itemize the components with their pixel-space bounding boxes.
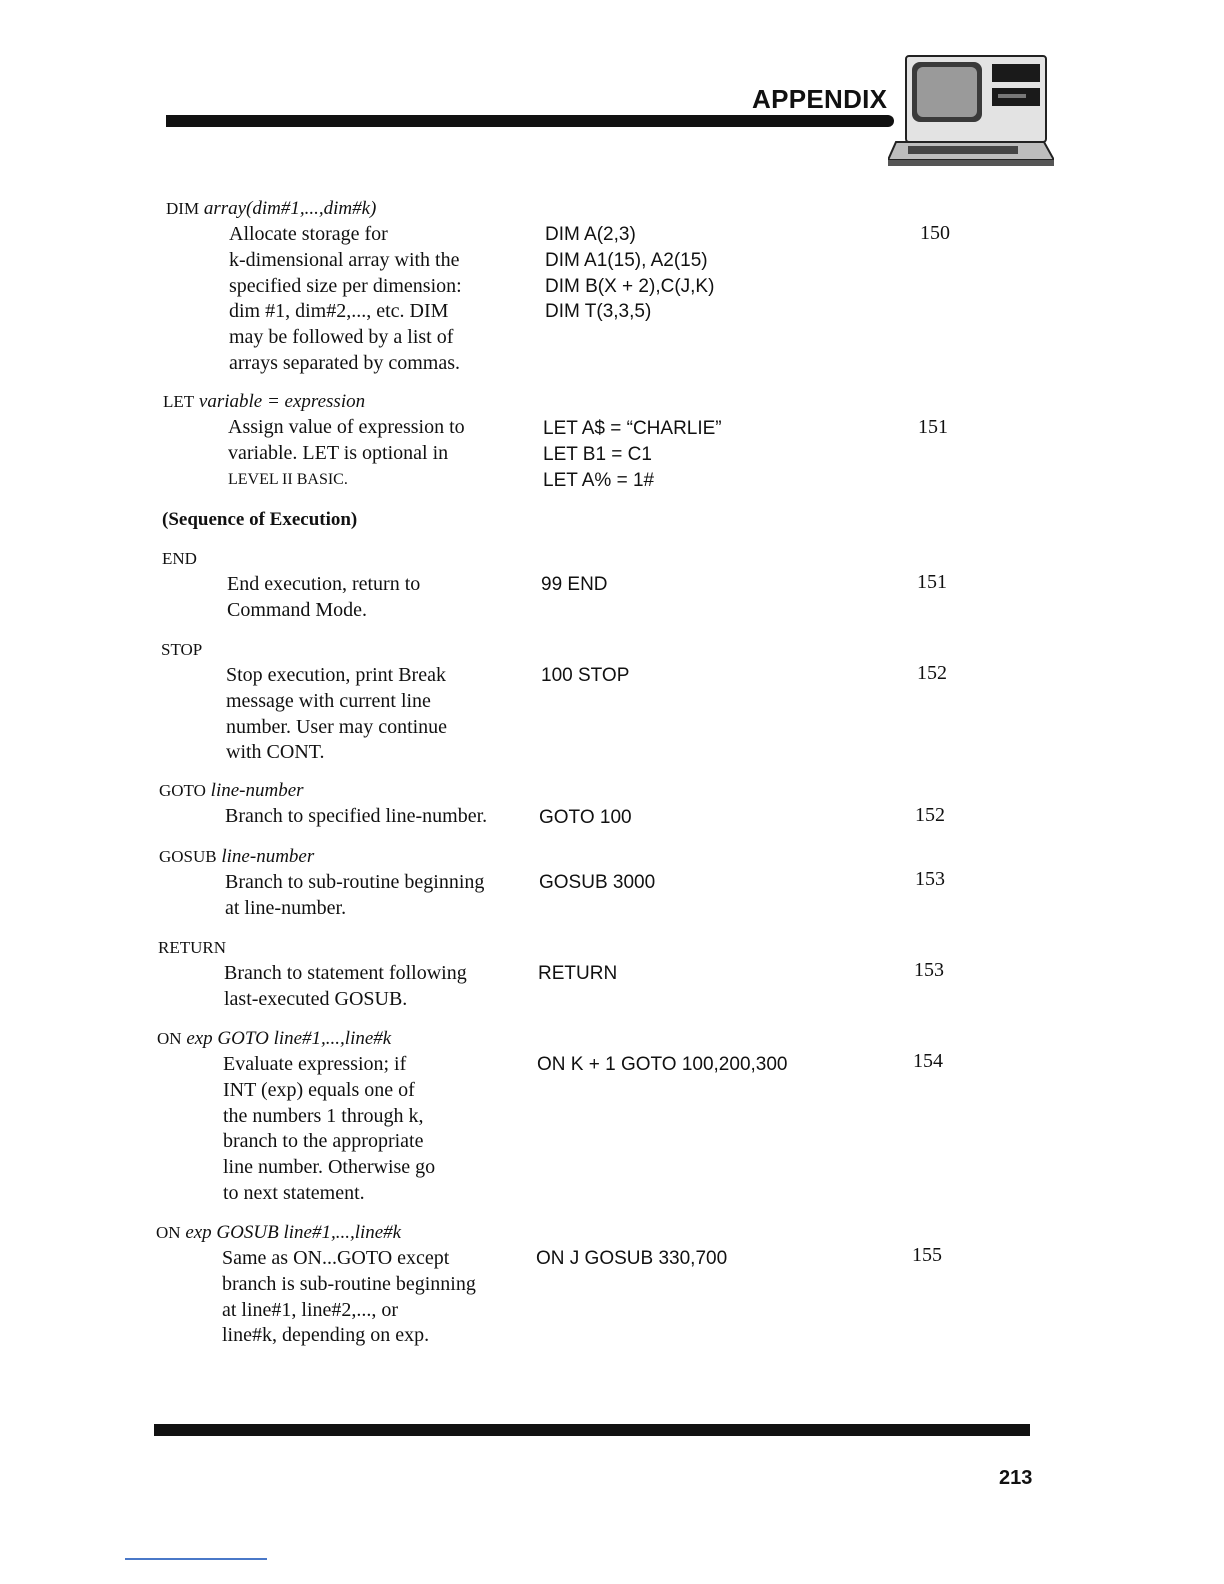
statement-examples bbox=[539, 805, 632, 831]
description-line: specified size per dimension: bbox=[229, 274, 462, 297]
description-line: LEVEL II BASIC. bbox=[228, 470, 348, 488]
statement-description bbox=[225, 870, 525, 922]
statement-keyword: LET bbox=[163, 392, 195, 411]
statement-heading bbox=[158, 937, 226, 959]
statement-argument: array(dim#1,...,dim#k) bbox=[203, 198, 377, 219]
description-line: Assign value of expression to bbox=[228, 416, 465, 438]
footer-rule bbox=[154, 1424, 1030, 1436]
statement-description bbox=[223, 1052, 523, 1207]
description-line: at line#1, line#2,..., or bbox=[222, 1298, 399, 1321]
page-reference: 152 bbox=[915, 804, 945, 826]
section-heading: (Sequence of Execution) bbox=[162, 509, 358, 530]
description-line: Evaluate expression; if bbox=[223, 1053, 407, 1075]
page-number: 213 bbox=[999, 1467, 1033, 1489]
statement-argument: exp GOTO line#1,...,line#k bbox=[186, 1028, 392, 1049]
page-reference: 152 bbox=[917, 662, 947, 684]
statement-examples bbox=[543, 416, 722, 493]
statement-description bbox=[227, 572, 527, 624]
description-line: Command Mode. bbox=[227, 598, 367, 621]
description-line: variable. LET is optional in bbox=[228, 441, 449, 464]
description-line: End execution, return to bbox=[227, 573, 421, 595]
statement-argument: line-number bbox=[221, 846, 315, 867]
example-line: 99 END bbox=[541, 574, 608, 595]
description-line: arrays separated by commas. bbox=[229, 351, 461, 374]
statement-keyword: DIM bbox=[166, 199, 200, 218]
statement-examples bbox=[537, 1052, 788, 1078]
page-header-title: APPENDIX bbox=[752, 84, 888, 114]
description-line: Branch to specified line-number. bbox=[225, 805, 488, 827]
description-line: Branch to statement following bbox=[224, 962, 467, 984]
example-line: GOSUB 3000 bbox=[539, 872, 656, 893]
statement-examples bbox=[541, 572, 608, 598]
description-line: number. User may continue bbox=[226, 715, 448, 738]
statement-argument: line-number bbox=[210, 780, 304, 801]
header-rule bbox=[166, 115, 894, 127]
statement-description bbox=[229, 222, 529, 377]
statement-description bbox=[226, 663, 526, 766]
statement-heading bbox=[163, 391, 365, 413]
statement-keyword: RETURN bbox=[158, 938, 226, 957]
description-line: the numbers 1 through k, bbox=[223, 1104, 424, 1127]
statement-examples bbox=[538, 961, 617, 987]
example-line: ON J GOSUB 330,700 bbox=[536, 1248, 728, 1269]
description-line: Same as ON...GOTO except bbox=[222, 1247, 450, 1269]
statement-heading bbox=[162, 548, 197, 570]
statement-examples bbox=[545, 222, 714, 325]
page-reference: 151 bbox=[918, 416, 948, 438]
statement-heading bbox=[159, 780, 304, 802]
statement-keyword: ON bbox=[157, 1029, 182, 1048]
statement-description bbox=[225, 804, 535, 830]
page-reference: 155 bbox=[912, 1244, 942, 1266]
description-line: branch is sub-routine beginning bbox=[222, 1272, 476, 1295]
page-reference: 151 bbox=[917, 571, 947, 593]
statement-argument: exp GOSUB line#1,...,line#k bbox=[185, 1222, 402, 1243]
description-line: message with current line bbox=[226, 689, 431, 712]
statement-examples bbox=[539, 870, 655, 896]
statement-heading bbox=[161, 639, 202, 661]
page-reference: 153 bbox=[915, 868, 945, 890]
example-line: RETURN bbox=[538, 963, 618, 984]
description-line: Branch to sub-routine beginning bbox=[225, 871, 485, 893]
statement-heading bbox=[166, 198, 376, 220]
page-reference: 153 bbox=[914, 959, 944, 981]
statement-keyword: GOTO bbox=[159, 781, 206, 800]
page-reference: 150 bbox=[920, 222, 950, 244]
statement-examples bbox=[536, 1246, 727, 1272]
description-line: to next statement. bbox=[223, 1181, 365, 1204]
statement-description bbox=[222, 1246, 522, 1349]
example-line: ON K + 1 GOTO 100,200,300 bbox=[537, 1054, 788, 1075]
description-line: branch to the appropriate bbox=[223, 1130, 424, 1153]
example-line: LET B1 = C1 bbox=[543, 443, 652, 465]
statement-keyword: STOP bbox=[161, 640, 203, 659]
description-line: line#k, depending on exp. bbox=[222, 1324, 430, 1347]
statement-heading bbox=[157, 1028, 391, 1050]
description-line: Stop execution, print Break bbox=[226, 664, 446, 686]
trs-80-computer-icon bbox=[888, 50, 1054, 172]
example-line: LET A$ = “CHARLIE” bbox=[543, 418, 722, 439]
example-line: DIM A(2,3) bbox=[545, 224, 636, 245]
description-line: at line-number. bbox=[225, 896, 347, 919]
example-line: GOTO 100 bbox=[539, 807, 632, 828]
description-line: line number. Otherwise go bbox=[223, 1156, 436, 1179]
statement-heading bbox=[159, 846, 314, 868]
example-line: DIM B(X + 2),C(J,K) bbox=[545, 275, 715, 297]
statement-description bbox=[224, 961, 524, 1013]
description-line: Allocate storage for bbox=[229, 223, 388, 245]
example-line: DIM A1(15), A2(15) bbox=[545, 249, 708, 271]
statement-description bbox=[228, 415, 528, 492]
example-line: 100 STOP bbox=[541, 665, 630, 686]
description-line: k-dimensional array with the bbox=[229, 248, 460, 271]
statement-keyword: GOSUB bbox=[159, 847, 217, 866]
description-line: dim #1, dim#2,..., etc. DIM bbox=[229, 300, 449, 323]
statement-keyword: ON bbox=[156, 1223, 181, 1242]
description-line: may be followed by a list of bbox=[229, 326, 454, 349]
statement-examples bbox=[541, 663, 629, 689]
example-line: LET A% = 1# bbox=[543, 469, 655, 491]
page-reference: 154 bbox=[913, 1050, 943, 1072]
statement-argument: variable = expression bbox=[198, 391, 366, 412]
description-line: INT (exp) equals one of bbox=[223, 1078, 415, 1101]
description-line: last-executed GOSUB. bbox=[224, 987, 408, 1010]
example-line: DIM T(3,3,5) bbox=[545, 301, 652, 323]
statement-keyword: END bbox=[162, 549, 197, 568]
statement-heading bbox=[156, 1222, 401, 1244]
description-line: with CONT. bbox=[226, 741, 325, 764]
scan-artifact-line bbox=[125, 1558, 267, 1560]
